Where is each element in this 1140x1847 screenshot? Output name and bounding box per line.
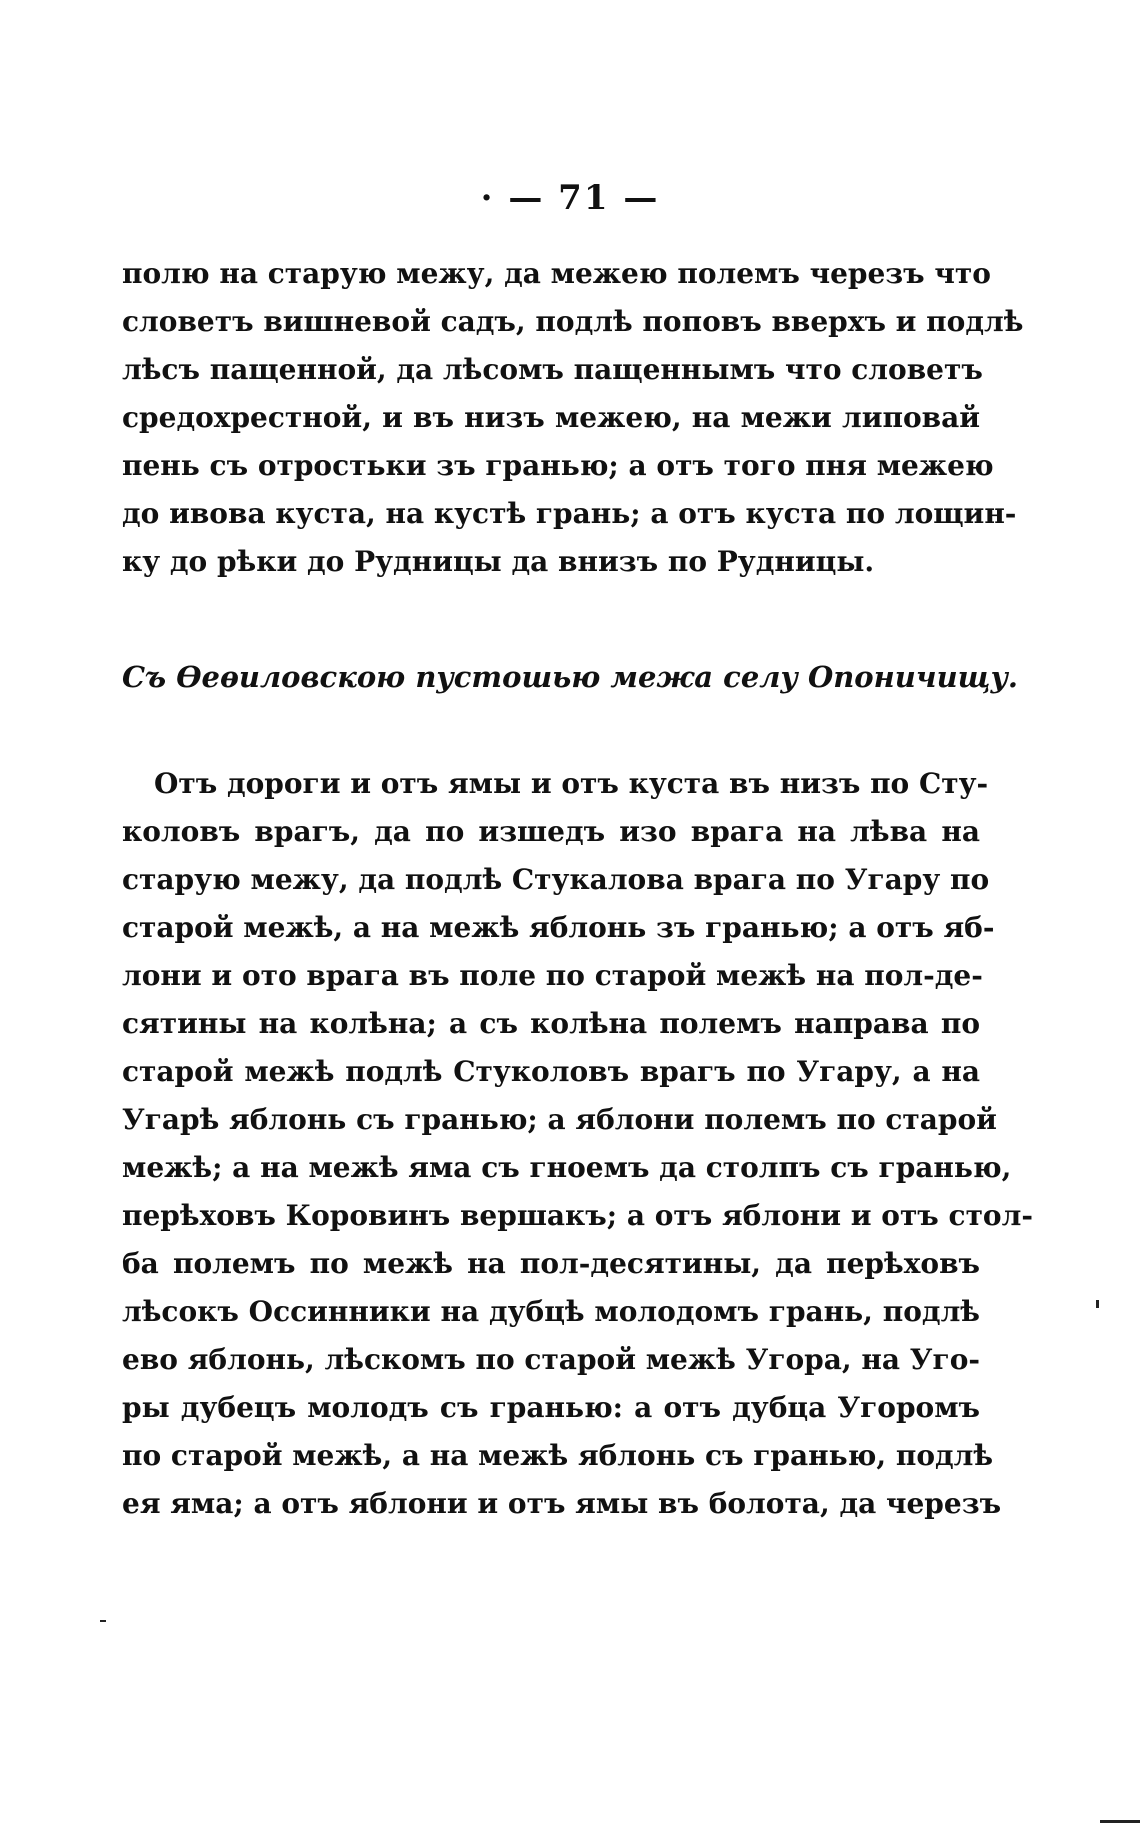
text-line: средохрестной, и въ низъ межею, на межи липовай bbox=[122, 401, 980, 434]
text-line: ба полемъ по межѣ на пол-десятины, да перѣховъ bbox=[122, 1247, 980, 1280]
text-line: по старой межѣ, а на межѣ яблонь съ гранью, подлѣ bbox=[122, 1439, 994, 1472]
text-line: до ивова куста, на кустѣ грань; а отъ куста по лощин- bbox=[122, 497, 1017, 530]
scan-speck bbox=[100, 1620, 106, 1622]
text-line: словетъ вишневой садъ, подлѣ поповъ вверхъ и подлѣ bbox=[122, 305, 1024, 338]
text-line: Отъ дороги и отъ ямы и отъ куста въ низъ по Сту- bbox=[154, 767, 989, 800]
section-heading: Съ Ѳеѳиловскою пустошью межа селу Опоничищу. bbox=[121, 660, 1019, 694]
text-line: лони и ото врага въ поле по старой межѣ на пол-де- bbox=[122, 959, 983, 992]
text-line: коловъ врагъ, да по изшедъ изо врага на лѣва на bbox=[122, 815, 980, 848]
scan-speck bbox=[1096, 1300, 1099, 1308]
text-line: ея яма; а отъ яблони и отъ ямы въ болота, да черезъ bbox=[122, 1487, 1002, 1520]
paragraph-1 bbox=[122, 250, 1024, 586]
paragraph-2 bbox=[122, 760, 1033, 1528]
text-line: ку до рѣки до Рудницы да внизъ по Рудницы. bbox=[122, 545, 875, 578]
scan-edge-mark bbox=[1100, 1820, 1140, 1823]
text-line: Угарѣ яблонь съ гранью; а яблони полемъ по старой bbox=[122, 1103, 997, 1136]
text-line: лѣсъ пащенной, да лѣсомъ пащеннымъ что словетъ bbox=[122, 353, 983, 386]
text-line: полю на старую межу, да межею полемъ черезъ что bbox=[122, 257, 991, 290]
text-line: сятины на колѣна; а съ колѣна полемъ направа по bbox=[122, 1007, 980, 1040]
text-line: старой межѣ, а на межѣ яблонь зъ гранью; а отъ яб- bbox=[122, 911, 995, 944]
text-line: старую межу, да подлѣ Стукалова врага по Угару по bbox=[122, 863, 990, 896]
text-line: ево яблонь, лѣскомъ по старой межѣ Угора, на Уго- bbox=[122, 1343, 980, 1376]
text-line: ры дубецъ молодъ съ гранью: а отъ дубца Угоромъ bbox=[122, 1391, 980, 1424]
text-line: перѣховъ Коровинъ вершакъ; а отъ яблони и отъ стол- bbox=[122, 1199, 1033, 1232]
text-line: старой межѣ подлѣ Стуколовъ врагъ по Угару, а на bbox=[122, 1055, 980, 1088]
text-line: межѣ; а на межѣ яма съ гноемъ да столпъ съ гранью, bbox=[122, 1151, 1012, 1184]
text-line: пень съ отростьки зъ гранью; а отъ того пня межею bbox=[122, 449, 994, 482]
text-line: лѣсокъ Оссинники на дубцѣ молодомъ грань, подлѣ bbox=[122, 1295, 980, 1328]
page-number: · — 71 — bbox=[480, 178, 660, 218]
